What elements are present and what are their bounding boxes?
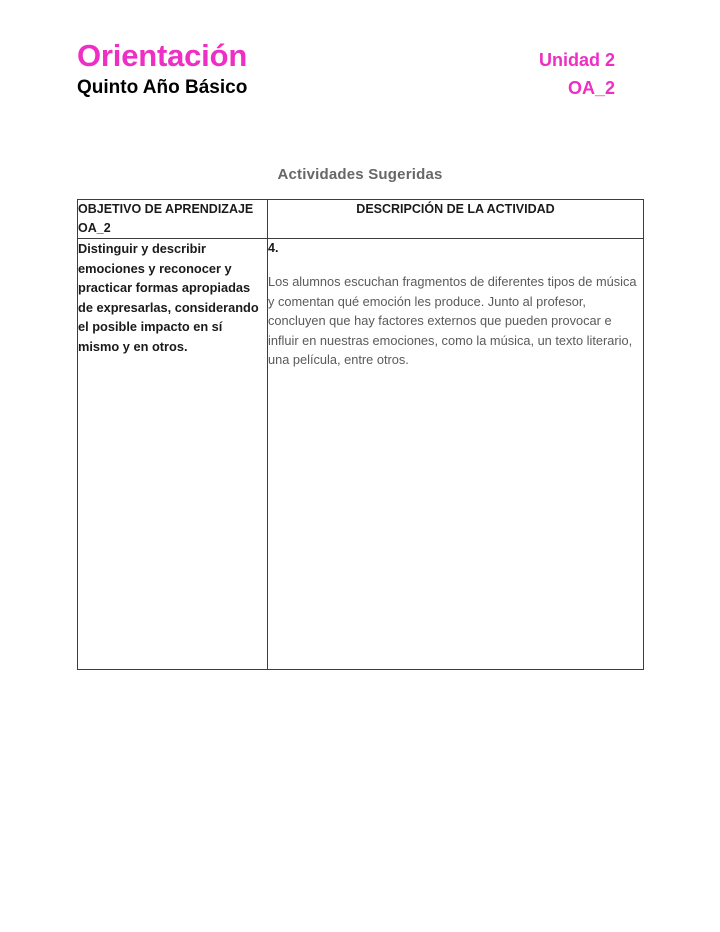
header-left-group — [77, 38, 247, 101]
subject-title: Orientación — [77, 38, 248, 73]
column-header-description: DESCRIPCIÓN DE LA ACTIVIDAD — [268, 200, 644, 239]
activity-description-text: Los alumnos escuchan fragmentos de diferentes tipos de música y comentan qué emoción les produce. Junto al profesor, concluyen que hay factores externos que pueden provocar e influir en nuestras emociones, como la música, un texto literario, una película, entre otros. — [268, 274, 637, 367]
unit-label: Unidad 2 — [538, 50, 615, 70]
learning-objective-code: OA_2 — [567, 78, 615, 98]
table-row — [78, 239, 644, 670]
activities-table — [77, 199, 644, 670]
column-header-objective: OBJETIVO DE APRENDIZAJE OA_2 — [78, 200, 268, 239]
grade-level-title: Quinto Año Básico — [77, 77, 248, 98]
section-heading: Actividades Sugeridas — [277, 166, 443, 183]
header-right-group — [539, 38, 643, 101]
activity-number: 4. — [268, 241, 279, 255]
cell-description — [268, 239, 644, 670]
table-header-row — [78, 200, 644, 239]
document-header — [77, 38, 643, 101]
objective-text: Distinguir y describir emociones y reconocer y practicar formas apropiadas de expresarlas, considerando el posible impacto en sí mismo y en otros. — [78, 241, 259, 354]
cell-objective — [78, 239, 268, 670]
